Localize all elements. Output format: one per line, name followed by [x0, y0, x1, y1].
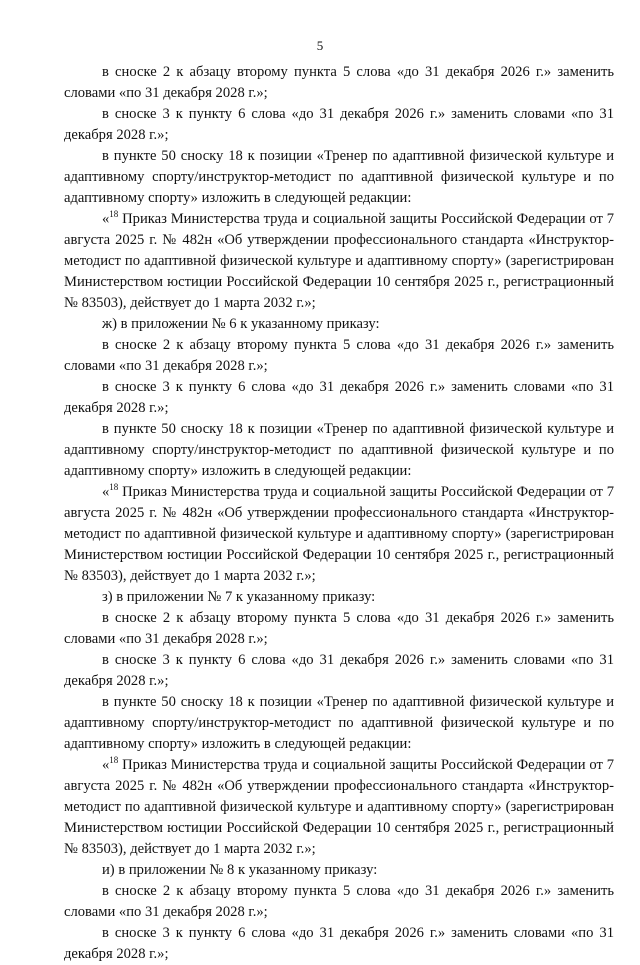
footnote-marker: 18	[109, 209, 119, 220]
paragraph: в сноске 3 к пункту 6 слова «до 31 декабря 2026 г.» заменить словами «по 31 декабря 2028 г.»;	[64, 652, 614, 689]
paragraph: в сноске 2 к абзацу второму пункта 5 слова «до 31 декабря 2026 г.» заменить словами «по 31 декабря 2028 г.»;	[64, 337, 614, 374]
paragraph: в сноске 3 к пункту 6 слова «до 31 декабря 2026 г.» заменить словами «по 31 декабря 2028 г.»;	[64, 379, 614, 416]
paragraph: в пункте 50 сноску 18 к позиции «Тренер по адаптивной физической культуре и адаптивному спорту/инструктор-методист по адаптивной физической культуре и по адаптивному спорту» изложить в следующей редакции:	[64, 694, 614, 752]
paragraph: в сноске 2 к абзацу второму пункта 5 слова «до 31 декабря 2026 г.» заменить словами «по 31 декабря 2028 г.»;	[64, 64, 614, 101]
paragraph: в пункте 50 сноску 18 к позиции «Тренер по адаптивной физической культуре и адаптивному спорту/инструктор-методист по адаптивной физической культуре и по адаптивному спорту» изложить в следующей редакции:	[64, 148, 614, 206]
footnote-quote: «$^{18}$ Приказ Министерства труда и социальной защиты Российской Федерации от 7 августа 2025 г. № 482н «Об утверждении профессионального стандарта «Инструктор-методист по адаптивной физической культуре и адаптивному спорту» (зарегистрирован Министерством юстиции Российской Федерации 10 сентября 2025 г., регистрационный № 83503), действует до 1 марта 2032 г.»;	[64, 755, 614, 857]
footnote-marker: 18	[109, 482, 119, 493]
footnote-quote: «$^{18}$ Приказ Министерства труда и социальной защиты Российской Федерации от 7 августа 2025 г. № 482н «Об утверждении профессионального стандарта «Инструктор-методист по адаптивной физической культуре и адаптивному спорту» (зарегистрирован Министерством юстиции Российской Федерации 10 сентября 2025 г., регистрационный № 83503), действует до 1 марта 2032 г.»;	[64, 482, 614, 584]
paragraph-subitem: ж) в приложении № 6 к указанному приказу:	[102, 316, 380, 332]
document-body	[64, 62, 614, 965]
footnote-quote: «$^{18}$ Приказ Министерства труда и социальной защиты Российской Федерации от 7 августа 2025 г. № 482н «Об утверждении профессионального стандарта «Инструктор-методист по адаптивной физической культуре и адаптивному спорту» (зарегистрирован Министерством юстиции Российской Федерации 10 сентября 2025 г., регистрационный № 83503), действует до 1 марта 2032 г.»;	[64, 209, 614, 311]
paragraph-subitem: з) в приложении № 7 к указанному приказу:	[102, 589, 376, 605]
paragraph-subitem: и) в приложении № 8 к указанному приказу:	[102, 862, 378, 878]
paragraph: в сноске 3 к пункту 6 слова «до 31 декабря 2026 г.» заменить словами «по 31 декабря 2028 г.»;	[64, 106, 614, 143]
page-number: 5	[316, 38, 324, 53]
paragraph: в сноске 3 к пункту 6 слова «до 31 декабря 2026 г.» заменить словами «по 31 декабря 2028 г.»;	[64, 925, 614, 962]
paragraph: в сноске 2 к абзацу второму пункта 5 слова «до 31 декабря 2026 г.» заменить словами «по 31 декабря 2028 г.»;	[64, 883, 614, 920]
paragraph: в пункте 50 сноску 18 к позиции «Тренер по адаптивной физической культуре и адаптивному спорту/инструктор-методист по адаптивной физической культуре и по адаптивному спорту» изложить в следующей редакции:	[64, 421, 614, 479]
paragraph: в сноске 2 к абзацу второму пункта 5 слова «до 31 декабря 2026 г.» заменить словами «по 31 декабря 2028 г.»;	[64, 610, 614, 647]
footnote-marker: 18	[109, 755, 119, 766]
